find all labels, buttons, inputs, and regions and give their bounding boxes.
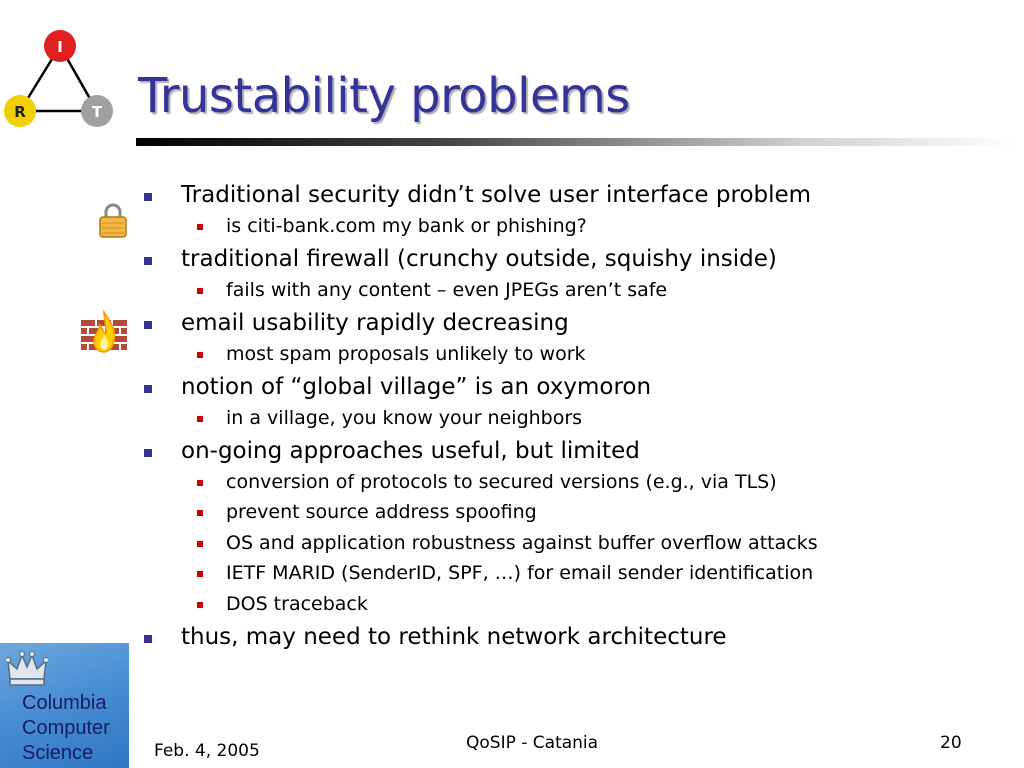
title-underline [136, 138, 1016, 146]
sub-bullet-marker [197, 602, 203, 608]
footer-date: Feb. 4, 2005 [154, 741, 260, 761]
sub-bullet-marker [197, 224, 203, 230]
sub-bullet-item: prevent source address spoofing [140, 497, 1000, 528]
irt-triangle-logo [0, 28, 120, 134]
bullet-item: on-going approaches useful, but limited [140, 434, 1000, 467]
crown-icon [6, 649, 48, 689]
lock-icon [98, 202, 128, 238]
slide-title: Trustability problems [138, 68, 630, 124]
svg-text:I: I [57, 38, 63, 56]
node-r [4, 95, 36, 127]
sub-bullet-marker [197, 541, 203, 547]
bullet-item: email usability rapidly decreasing [140, 306, 1000, 339]
bullet-item: Traditional security didn’t solve user interface problem [140, 178, 1000, 211]
sub-bullet-item: IETF MARID (SenderID, SPF, …) for email sender identification [140, 558, 1000, 589]
sub-bullet-marker [197, 510, 203, 516]
bullet-item: thus, may need to rethink network architecture [140, 620, 1000, 653]
institution-name: Columbia Computer Science [22, 692, 110, 764]
columbia-cs-logo [0, 643, 129, 768]
sub-bullet-marker [197, 571, 203, 577]
svg-text:R: R [14, 103, 26, 121]
sub-bullet-item: fails with any content – even JPEGs aren’t safe [140, 275, 1000, 306]
footer-center: QoSIP - Catania [466, 733, 599, 753]
bullet-item: traditional firewall (crunchy outside, squishy inside) [140, 242, 1000, 275]
node-i [44, 30, 76, 62]
bullet-marker [144, 257, 152, 265]
sub-bullet-marker [197, 480, 203, 486]
bullet-marker [144, 449, 152, 457]
sub-bullet-item: in a village, you know your neighbors [140, 403, 1000, 434]
sub-bullet-marker [197, 416, 203, 422]
sub-bullet-item: OS and application robustness against buffer overflow attacks [140, 528, 1000, 559]
bullet-item: notion of “global village” is an oxymoron [140, 370, 1000, 403]
sub-bullet-item: most spam proposals unlikely to work [140, 339, 1000, 370]
firewall-icon [80, 310, 128, 356]
sub-bullet-item: conversion of protocols to secured versions (e.g., via TLS) [140, 467, 1000, 498]
node-t [81, 95, 113, 127]
bullet-marker [144, 635, 152, 643]
bullet-marker [144, 321, 152, 329]
sub-bullet-marker [197, 288, 203, 294]
bullet-list [140, 178, 1000, 653]
bullet-marker [144, 385, 152, 393]
sub-bullet-item: is citi-bank.com my bank or phishing? [140, 211, 1000, 242]
page-number: 20 [940, 733, 962, 753]
sub-bullet-marker [197, 352, 203, 358]
sub-bullet-item: DOS traceback [140, 589, 1000, 620]
bullet-marker [144, 193, 152, 201]
svg-text:T: T [91, 103, 103, 121]
